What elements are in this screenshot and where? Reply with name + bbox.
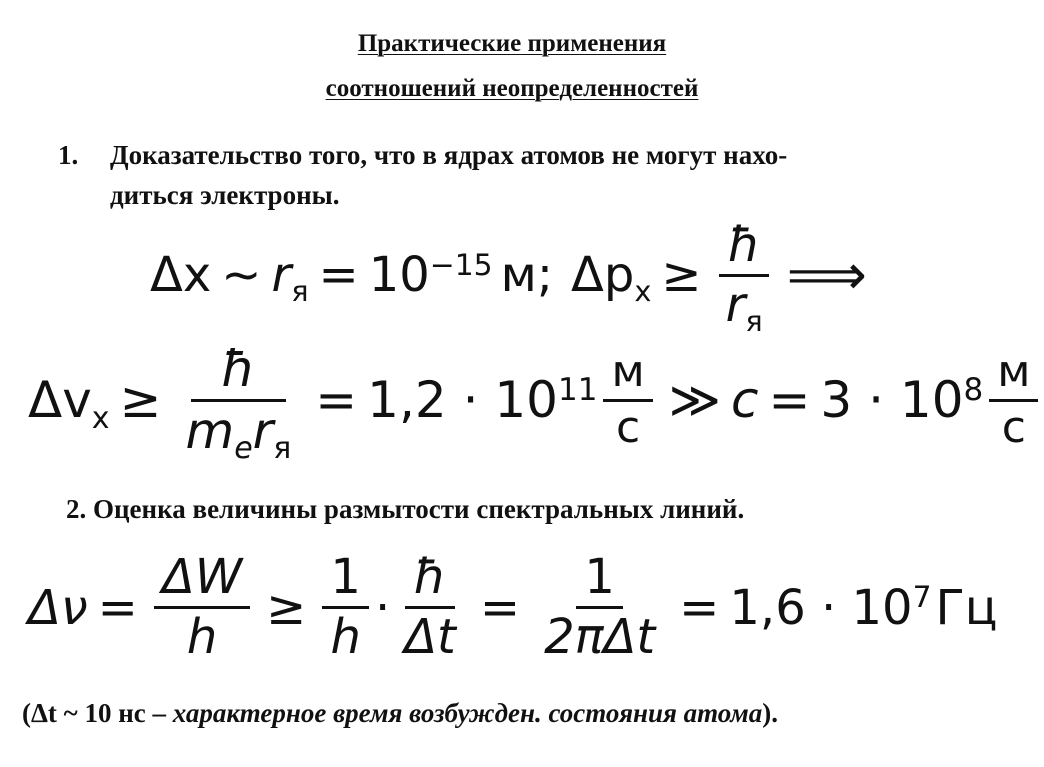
r-nucleus: $r_я$ <box>271 247 309 309</box>
speed-of-light: c <box>731 371 759 429</box>
formula-2 <box>28 335 1044 465</box>
geq-sign: ≥ <box>266 579 307 636</box>
delta-nu: Δν <box>28 579 88 636</box>
hbar-over-deltat-fraction: $\frac{ħ}{\Delta t}$ <box>404 549 456 665</box>
title-line-1: Практические применения <box>357 30 667 57</box>
equals-sign: = <box>318 247 359 303</box>
item2-text: 2. Оценка величины размытости спектральных линий. <box>66 494 745 524</box>
formula-3 <box>28 540 997 675</box>
frequency-value: $1,6 \cdot 10^7$ <box>729 579 932 636</box>
deltaW-over-h-fraction: $\frac{\Delta W}{h}$ <box>154 551 250 664</box>
geq-sign: ≥ <box>661 247 702 303</box>
item1-number: 1. <box>58 140 79 170</box>
equals-sign-2: = <box>479 579 521 636</box>
sim-sign: ~ <box>221 247 262 303</box>
unit-meter: м; <box>500 247 554 303</box>
title-line-2: соотношений неопределенностей <box>325 75 699 102</box>
delta-p: $\Delta p_x$ <box>571 247 652 309</box>
one-over-2pi-deltat-fraction: $\frac{1}{\text{2πΔt}}$ <box>544 549 656 665</box>
dot-operator: · <box>374 579 391 636</box>
equals-sign-3: = <box>679 579 720 636</box>
formula-1 <box>150 200 877 350</box>
light-speed-value: $3 \cdot 10^8$ <box>820 371 984 429</box>
equals-sign: = <box>97 579 138 636</box>
implies-arrow: ⟹ <box>786 242 867 308</box>
delta-v: $\Delta v_x$ <box>28 371 110 436</box>
unit-hertz: Гц <box>935 579 998 636</box>
item1-text-line-2: диться электроны. <box>110 180 340 210</box>
delta-x: Δx <box>150 247 212 303</box>
footnote-close: ). <box>762 698 779 728</box>
footnote-open: (Δt ~ 10 нс – <box>22 698 173 728</box>
unit-m-per-s: $\frac{м}{с}$ <box>603 348 652 452</box>
footnote-description: характерное время возбужден. состояния атома <box>172 698 763 728</box>
geq-sign: ≥ <box>119 371 162 429</box>
hbar-over-r-fraction: $\frac{ħ}{r_я}$ <box>718 219 771 332</box>
hbar-over-mr-fraction: $\frac{ħ}{m_er_я}$ <box>185 339 292 466</box>
footnote <box>22 698 778 729</box>
equals-sign: = <box>315 371 358 429</box>
power-of-ten: $10^{-15}$ <box>368 247 493 303</box>
item1-text-line-1: Доказательство того, что в ядрах атомов не могут нахо- <box>110 140 788 170</box>
unit-m-per-s-2: $\frac{м}{с}$ <box>989 348 1038 452</box>
velocity-value: $1,2 \cdot 10^{11}$ <box>367 371 598 429</box>
one-over-h-fraction: $\frac{1}{h}$ <box>322 551 369 664</box>
much-greater-sign: ≫ <box>668 371 721 429</box>
equals-sign-2: = <box>768 371 811 429</box>
